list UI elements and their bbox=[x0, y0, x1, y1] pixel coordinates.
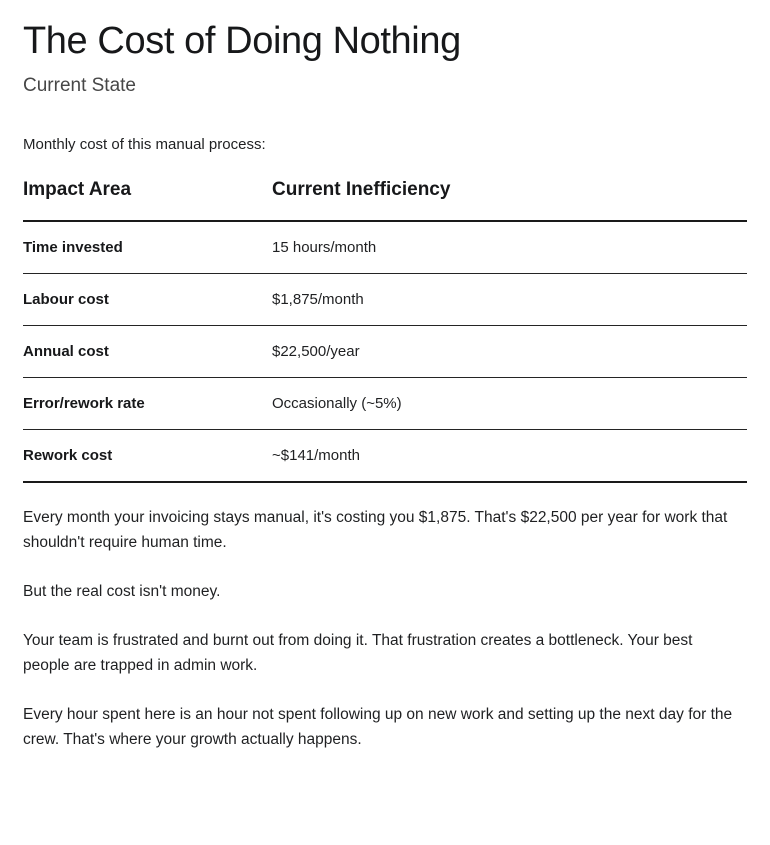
column-header-impact-area: Impact Area bbox=[23, 178, 272, 221]
page-title: The Cost of Doing Nothing bbox=[23, 20, 461, 62]
body-paragraph-team-burnout: Your team is frustrated and burnt out from doing it. That frustration creates a bottleneck. Your best people are trapped in admin work. bbox=[23, 632, 693, 674]
table-row bbox=[23, 430, 747, 483]
table-header bbox=[23, 178, 747, 221]
row-value-time-invested: 15 hours/month bbox=[272, 221, 747, 274]
row-label-labour-cost: Labour cost bbox=[23, 274, 272, 326]
body-paragraph-real-cost: But the real cost isn't money. bbox=[23, 583, 221, 600]
page-subtitle: Current State bbox=[23, 75, 136, 96]
body-paragraph-cost-summary: Every month your invoicing stays manual, it's costing you $1,875. That's $22,500 per year for work that shouldn't require human time. bbox=[23, 509, 728, 551]
column-header-current-inefficiency: Current Inefficiency bbox=[272, 178, 747, 221]
row-label-rework-cost: Rework cost bbox=[23, 430, 272, 483]
row-label-annual-cost: Annual cost bbox=[23, 326, 272, 378]
table-row bbox=[23, 221, 747, 274]
row-value-rework-cost: ~$141/month bbox=[272, 430, 747, 483]
row-value-labour-cost: $1,875/month bbox=[272, 274, 747, 326]
body-paragraph-growth-opportunity: Every hour spent here is an hour not spent following up on new work and setting up the next day for the crew. That's where your growth actually happens. bbox=[23, 706, 733, 748]
table-row bbox=[23, 274, 747, 326]
table-header-row bbox=[23, 178, 747, 221]
table-row bbox=[23, 378, 747, 430]
impact-area-table bbox=[23, 178, 747, 483]
table-body bbox=[23, 221, 747, 482]
row-label-error-rework-rate: Error/rework rate bbox=[23, 378, 272, 430]
row-value-error-rework-rate: Occasionally (~5%) bbox=[272, 378, 747, 430]
lead-in-text: Monthly cost of this manual process: bbox=[23, 136, 266, 153]
row-value-annual-cost: $22,500/year bbox=[272, 326, 747, 378]
row-label-time-invested: Time invested bbox=[23, 221, 272, 274]
table-row bbox=[23, 326, 747, 378]
